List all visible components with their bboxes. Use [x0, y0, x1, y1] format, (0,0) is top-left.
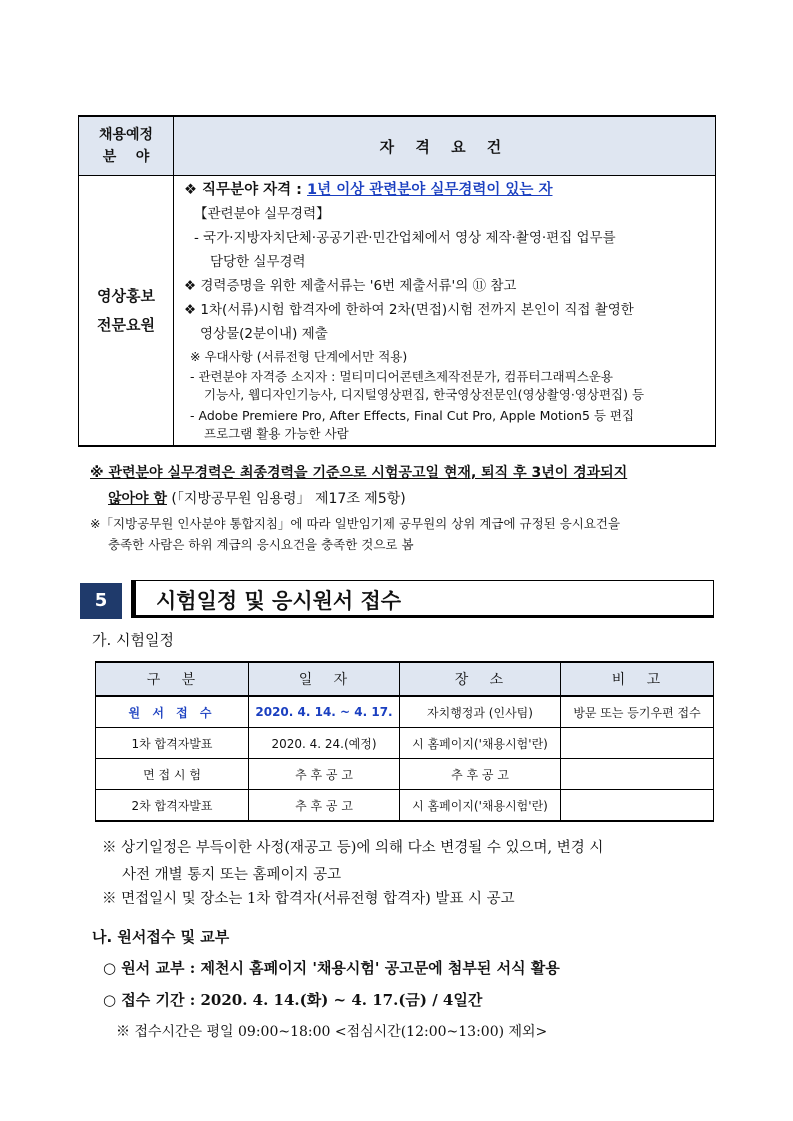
- schedule-cell: 1차 합격자발표: [96, 728, 249, 759]
- req-line-1: [184, 178, 707, 202]
- schedule-cell: 2020. 4. 24.(예정): [249, 728, 400, 759]
- schedule-cell: [561, 790, 714, 822]
- section-title: 시험일정 및 응시원서 접수: [156, 589, 402, 613]
- schedule-change-note: [102, 835, 603, 889]
- field-line2: 전문요원: [97, 315, 155, 334]
- req-line-9: - 관련분야 자격증 소지자 : 멀티미디어콘텐츠제작전문가, 컴퓨터그래픽스운용: [190, 369, 613, 384]
- guideline-note-line1: ※「지방공무원 인사분야 통합지침」에 따라 일반임기제 공무원의 상위 계급에 규정된 응시요건을: [90, 516, 621, 531]
- field-cell: [79, 176, 174, 447]
- qualification-table-row: [79, 176, 716, 447]
- schedule-cell: 자치행정과 (인사팀): [400, 696, 561, 728]
- schedule-cell: 시 홈페이지('채용시험'란): [400, 790, 561, 822]
- req-line-8: ※ 우대사항 (서류전형 단계에서만 적용): [190, 349, 408, 364]
- bullet-application-period: ○ 접수 기간 : 2020. 4. 14.(화) ~ 4. 17.(금) / 4일간: [103, 991, 483, 1009]
- schedule-cell: 시 홈페이지('채용시험'란): [400, 728, 561, 759]
- table-row: [96, 790, 714, 822]
- reception-hours-note: ※ 접수시간은 평일 09:00~18:00 <점심시간(12:00~13:00) 제외>: [116, 1024, 548, 1040]
- req-line-1-highlight: 1년 이상 관련분야 실무경력이 있는 자: [307, 182, 553, 198]
- experience-note-line2: [90, 486, 627, 512]
- req-line-11: - Adobe Premiere Pro, After Effects, Final Cut Pro, Apple Motion5 등 편집: [190, 408, 635, 423]
- schedule-header-remarks: 비 고: [561, 662, 714, 696]
- table-row: [96, 696, 714, 728]
- schedule-change-note-line2: 사전 개별 통지 또는 홈페이지 공고: [122, 867, 342, 883]
- req-line-6: ❖ 1차(서류)시험 합격자에 한하여 2차(면접)시험 전까지 본인이 직접 촬영한: [184, 302, 634, 318]
- req-line-5: ❖ 경력증명을 위한 제출서류는 '6번 제출서류'의 ⑪ 참고: [184, 278, 517, 294]
- header-field-line1: 채용예정: [98, 127, 154, 143]
- table-row: [96, 759, 714, 790]
- guideline-note: [90, 513, 620, 555]
- experience-note-line2-rest: (「지방공무원 임용령」 제17조 제5항): [166, 491, 406, 507]
- subheading-application: 나. 원서접수 및 교부: [92, 928, 230, 946]
- experience-note: [90, 460, 627, 512]
- experience-note-line1: ※ 관련분야 실무경력은 최종경력을 기준으로 시험공고일 현재, 퇴직 후 3년이 경과되지: [90, 465, 628, 481]
- req-line-2: 【관련분야 실무경력】: [194, 206, 330, 222]
- section-number: 5: [80, 583, 122, 619]
- schedule-cell: 면 접 시 험: [96, 759, 249, 790]
- qualification-table-header: [79, 116, 716, 176]
- schedule-cell: [561, 728, 714, 759]
- subheading-exam-schedule: 가. 시험일정: [92, 631, 174, 649]
- schedule-table: [95, 661, 714, 822]
- header-field-line2: 분 야: [102, 149, 150, 165]
- table-row: [96, 728, 714, 759]
- schedule-header-category: 구 분: [96, 662, 249, 696]
- req-line-7: 영상물(2분이내) 제출: [200, 326, 328, 342]
- interview-note: ※ 면접일시 및 장소는 1차 합격자(서류전형 합격자) 발표 시 공고: [102, 891, 515, 907]
- schedule-cell: [561, 759, 714, 790]
- field-line1: 영상홍보: [97, 286, 155, 305]
- schedule-cell: 2차 합격자발표: [96, 790, 249, 822]
- requirements-cell: [174, 176, 716, 447]
- header-field-cell: [79, 116, 174, 176]
- schedule-cell: 원 서 접 수: [96, 696, 249, 728]
- req-line-3: - 국가·지방자치단체·공공기관·민간업체에서 영상 제작·촬영·편집 업무를: [194, 230, 616, 246]
- schedule-change-note-line1: ※ 상기일정은 부득이한 사정(재공고 등)에 의해 다소 변경될 수 있으며, 변경 시: [102, 840, 604, 856]
- schedule-cell: 추 후 공 고: [400, 759, 561, 790]
- section-title-box: [131, 580, 714, 618]
- experience-note-line2-underlined: 않아야 함: [108, 491, 167, 507]
- schedule-cell: 방문 또는 등기우편 접수: [561, 696, 714, 728]
- schedule-cell: 추 후 공 고: [249, 759, 400, 790]
- schedule-cell: 2020. 4. 14. ~ 4. 17.: [249, 696, 400, 728]
- req-line-4: 담당한 실무경력: [210, 254, 306, 270]
- schedule-table-header: [96, 662, 714, 696]
- schedule-cell: 추 후 공 고: [249, 790, 400, 822]
- bullet-form-distribution: ○ 원서 교부 : 제천시 홈페이지 '채용시험' 공고문에 첨부된 서식 활용: [103, 959, 560, 977]
- schedule-header-date: 일 자: [249, 662, 400, 696]
- header-requirements: 자 격 요 건: [174, 116, 716, 176]
- qualification-table: [78, 115, 716, 447]
- req-line-10: 기능사, 웹디자인기능사, 디지털영상편집, 한국영상전문인(영상촬영·영상편집) 등: [204, 387, 645, 402]
- guideline-note-line2: 충족한 사람은 하위 계급의 응시요건을 충족한 것으로 봄: [108, 537, 414, 552]
- schedule-header-place: 장 소: [400, 662, 561, 696]
- req-line-12: 프로그램 활용 가능한 사람: [204, 426, 349, 441]
- req-line-1-prefix: ❖ 직무분야 자격 :: [184, 182, 308, 198]
